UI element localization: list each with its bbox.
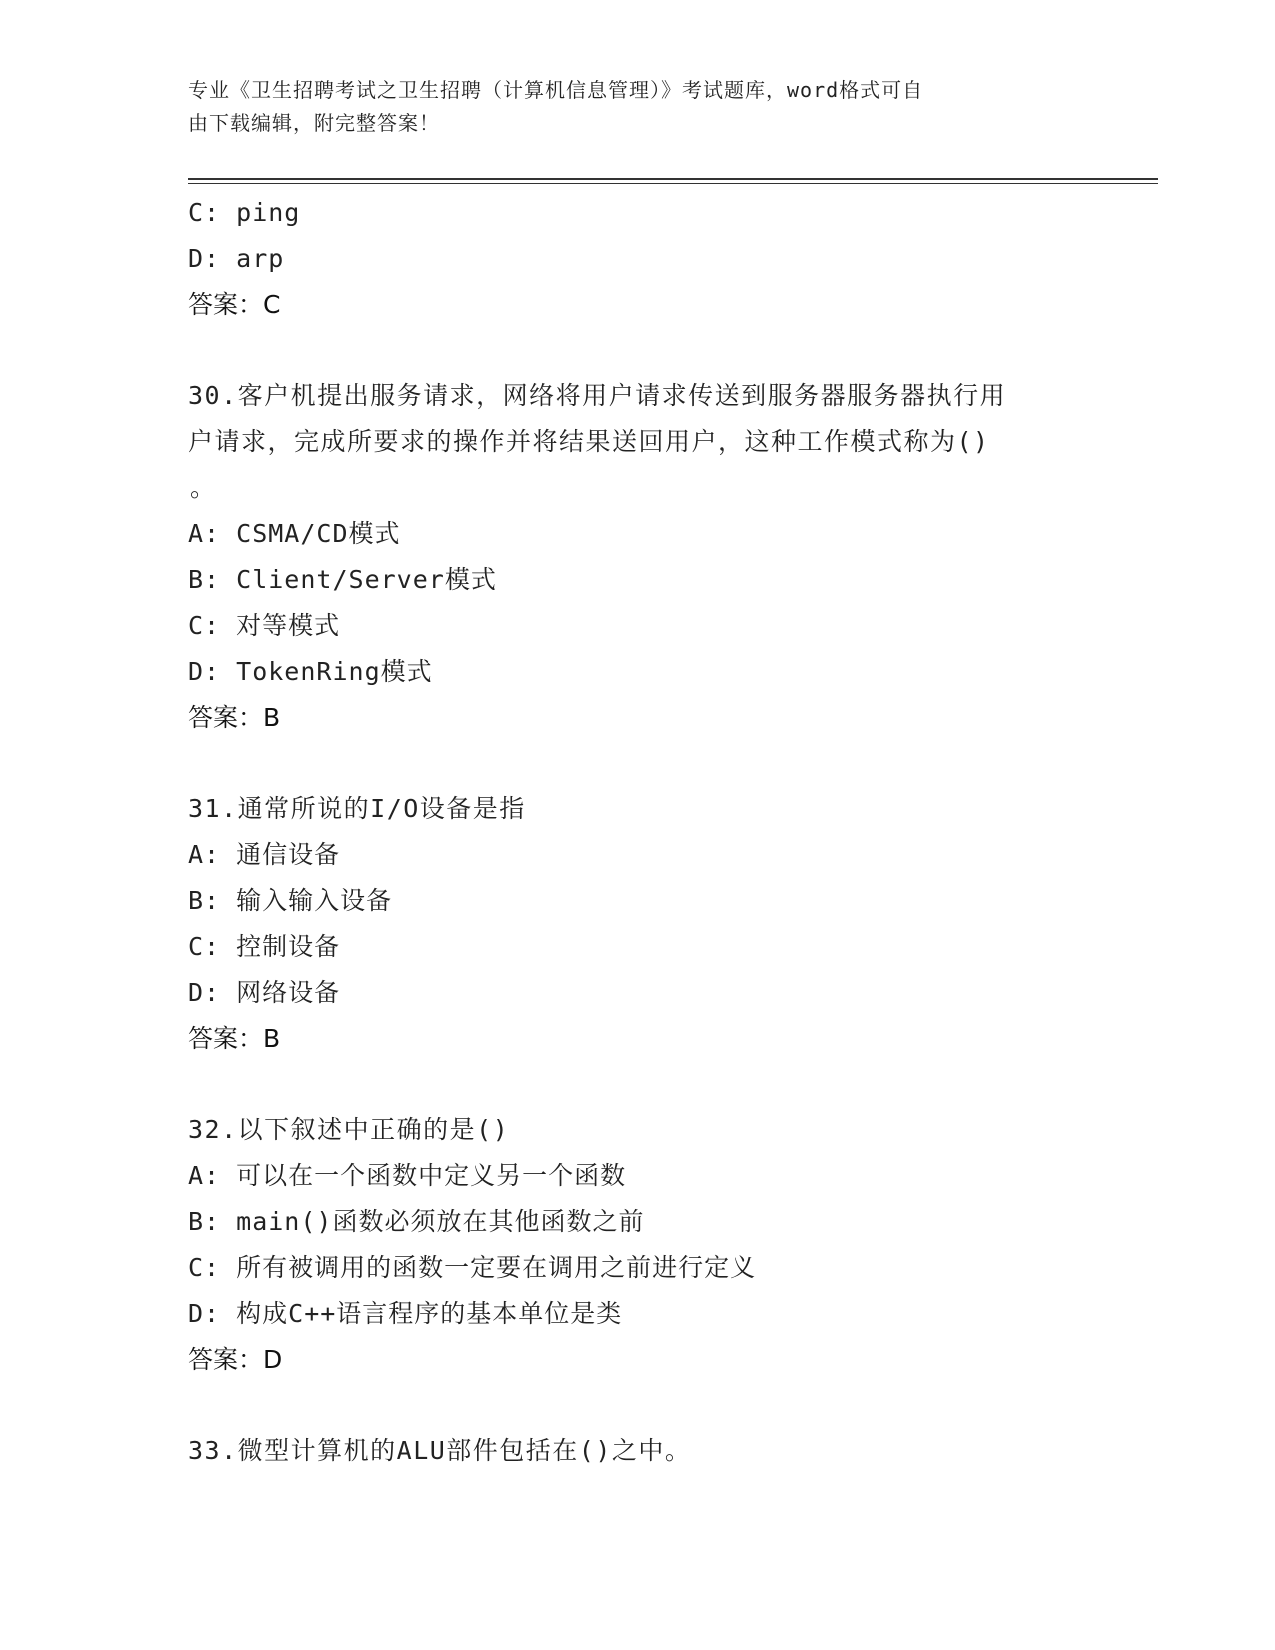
option-d: D: 构成C++语言程序的基本单位是类	[188, 1299, 623, 1328]
spacer	[188, 741, 1088, 786]
option-b: B: Client/Server模式	[188, 565, 497, 594]
answer-label: 答案：B	[188, 703, 281, 732]
question-text: 33.微型计算机的ALU部件包括在()之中。	[188, 1436, 692, 1465]
answer-label: 答案：B	[188, 1024, 281, 1053]
question-text: 32.以下叙述中正确的是()	[188, 1115, 510, 1144]
option-a: A: 通信设备	[188, 840, 341, 869]
option-a: A: 可以在一个函数中定义另一个函数	[188, 1161, 627, 1190]
option-d: D: 网络设备	[188, 978, 341, 1007]
document-header	[188, 74, 1088, 140]
prev-question	[188, 190, 1088, 328]
option-d: D: arp	[188, 244, 285, 273]
option-c: C: 控制设备	[188, 932, 341, 961]
option-c: C: 所有被调用的函数一定要在调用之前进行定义	[188, 1253, 757, 1282]
header-line-2: 由下载编辑，附完整答案！	[188, 111, 440, 135]
spacer	[188, 328, 1088, 373]
question-32	[188, 1107, 1088, 1383]
question-31	[188, 786, 1088, 1062]
document-body	[188, 190, 1088, 1474]
option-c: C: 对等模式	[188, 611, 341, 640]
question-text: 31.通常所说的I/O设备是指	[188, 794, 526, 823]
option-a: A: CSMA/CD模式	[188, 519, 401, 548]
spacer	[188, 1062, 1088, 1107]
option-b: B: main()函数必须放在其他函数之前	[188, 1207, 645, 1236]
header-divider	[188, 178, 1158, 184]
option-b: B: 输入输入设备	[188, 886, 393, 915]
spacer	[188, 1383, 1088, 1428]
question-text-line-2: 户请求，完成所要求的操作并将结果送回用户，这种工作模式称为()	[188, 427, 990, 456]
question-text-line-1: 30.客户机提出服务请求，网络将用户请求传送到服务器服务器执行用	[188, 381, 1007, 410]
answer-label: 答案：D	[188, 1345, 283, 1374]
answer-label: 答案：C	[188, 290, 281, 319]
question-text-line-3: 。	[190, 473, 216, 502]
question-33	[188, 1428, 1088, 1474]
question-30	[188, 373, 1088, 741]
option-c: C: ping	[188, 198, 301, 227]
header-line-1: 专业《卫生招聘考试之卫生招聘（计算机信息管理）》考试题库，word格式可自	[188, 78, 924, 102]
option-d: D: TokenRing模式	[188, 657, 433, 686]
